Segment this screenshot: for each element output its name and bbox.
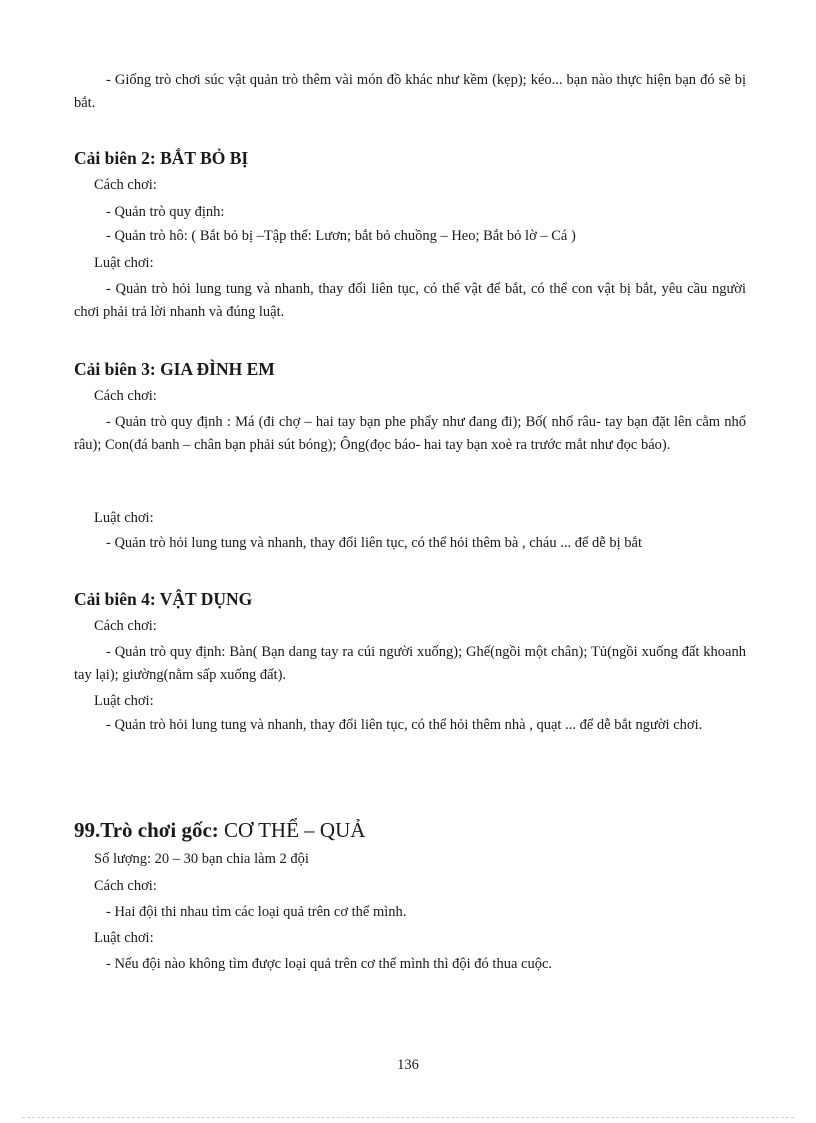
variant4-heading	[74, 587, 746, 611]
variant2-how-line-1: - Quản trò quy định:	[106, 204, 225, 220]
variant2-heading	[74, 146, 746, 170]
variant2-heading-title: BẮT BỎ BỊ	[160, 148, 249, 168]
variant4-rule-line-1: - Quản trò hỏi lung tung và nhanh, thay đổi liên tục, có thể hỏi thêm nhà , quạt ... để dễ bắt người chơi.	[106, 717, 703, 733]
variant3-rule-line-1: - Quản trò hỏi lung tung và nhanh, thay đổi liên tục, có thể hỏi thêm bà , cháu ... để dễ bị bắt	[106, 535, 642, 551]
variant4-how-line-1: - Quản trò quy định: Bàn( Bạn dang tay ra cúi người xuống); Ghế(ngồi một chân); Tủ(ngồi xuống đất khoanh tay lại); giường(nằm sấp xuống đất).	[74, 644, 746, 683]
variant2-rule-label: Luật chơi:	[94, 255, 154, 271]
variant2-how-line-2: - Quản trò hô: ( Bắt bỏ bị –Tập thể: Lươn; bắt bỏ chuồng – Heo; Bắt bỏ lờ – Cá )	[106, 228, 576, 244]
game99-rule-line-1: - Nếu đội nào không tìm được loại quả trên cơ thể mình thì đội đó thua cuộc.	[106, 956, 553, 972]
variant3-heading-prefix: Cải biên 3:	[74, 359, 161, 379]
game99-how-label: Cách chơi:	[94, 878, 157, 894]
variant3-rule-label: Luật chơi:	[94, 510, 154, 526]
game99-count: Số lượng: 20 – 30 bạn chia làm 2 đội	[94, 851, 309, 867]
variant4-heading-prefix: Cải biên 4:	[74, 589, 160, 609]
variant3-heading	[74, 357, 746, 381]
game99-heading	[74, 816, 746, 844]
variant3-how-label: Cách chơi:	[94, 388, 157, 404]
variant2-heading-prefix: Cải biên 2:	[74, 148, 161, 168]
game99-how-line-1: - Hai đội thi nhau tìm các loại quả trên cơ thể mình.	[106, 904, 407, 920]
game99-rule-label: Luật chơi:	[94, 930, 154, 946]
game99-heading-prefix: 99.Trò chơi gốc:	[74, 818, 225, 842]
variant3-heading-title: GIA ĐÌNH EM	[160, 359, 275, 379]
page-number: 136	[397, 1057, 419, 1073]
intro-paragraph: - Giống trò chơi súc vật quản trò thêm vài món đồ khác như kềm (kẹp); kéo... bạn nào thực hiện bạn đó sẽ bị bắt.	[74, 72, 746, 111]
variant2-rule-line-1: - Quản trò hỏi lung tung và nhanh, thay đổi liên tục, có thể vật để bắt, có thể con vật bị bắt, yêu cầu người chơi phải trả lời nhanh và đúng luật.	[74, 281, 746, 320]
variant2-how-label: Cách chơi:	[94, 177, 157, 193]
variant4-how-label: Cách chơi:	[94, 618, 157, 634]
game99-heading-title: CƠ THỂ – QUẢ	[224, 818, 366, 842]
variant4-rule-label: Luật chơi:	[94, 693, 154, 709]
variant3-how-line-1: - Quản trò quy định : Má (đi chợ – hai tay bạn phe phẩy như đang đi); Bố( nhổ râu- tay bạn đặt lên cằm nhổ râu); Con(đá banh – chân bạn phải sút bóng); Ông(đọc báo- hai tay bạn xoè ra trước mắt như đọc báo).	[74, 414, 746, 453]
variant4-heading-title: VẬT DỤNG	[159, 589, 253, 609]
